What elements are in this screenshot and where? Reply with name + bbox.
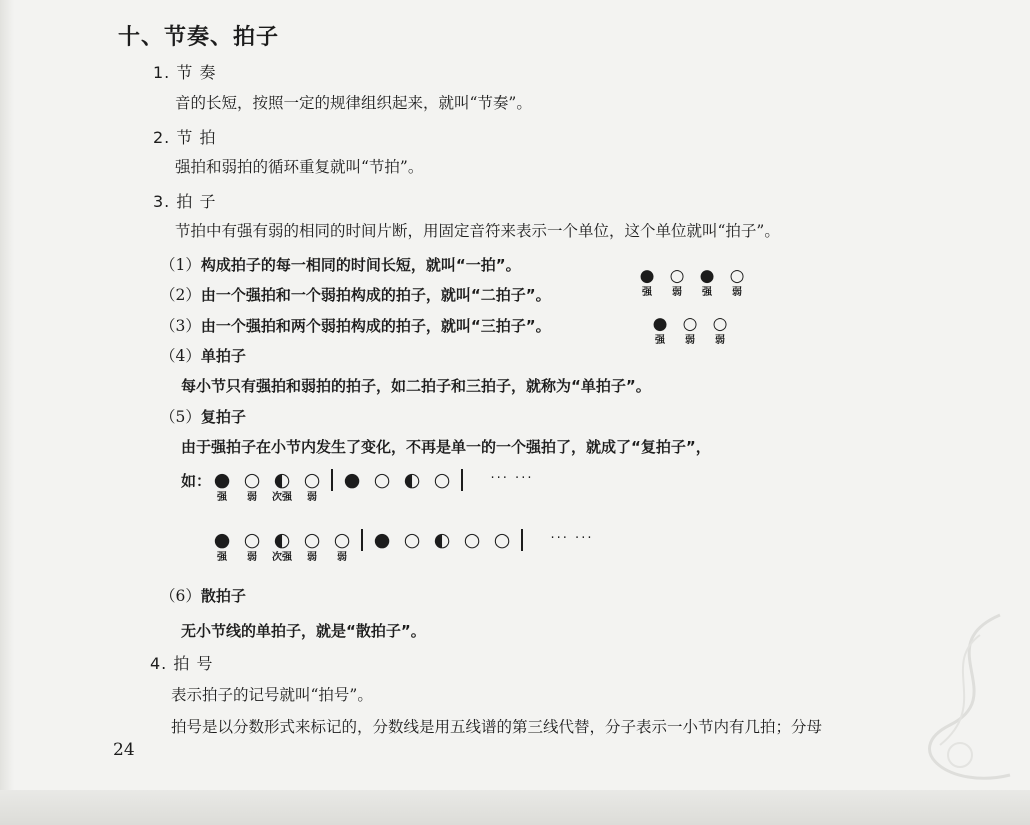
beat-sub-strong: ◐ [403, 469, 421, 491]
beat-weak: ○ [373, 469, 391, 491]
compound-meter-example-1 [207, 469, 557, 505]
beat-weak: ○ 弱 [669, 266, 685, 298]
beat-weak: ○ [463, 529, 481, 551]
list-item [160, 283, 551, 305]
section-text-meter: 强拍和弱拍的循环重复就叫“节拍”。 [175, 158, 424, 176]
item-description: 无小节线的单拍子，就是“散拍子”。 [181, 622, 426, 640]
beat-weak: ○ 弱 [243, 469, 261, 503]
item-text: 由一个强拍和两个弱拍构成的拍子，就叫“三拍子”。 [200, 317, 551, 335]
item-number: （5） [160, 408, 201, 426]
beat-weak: ○ 弱 [303, 529, 321, 563]
page-number: 24 [113, 740, 135, 760]
page-edge [0, 0, 14, 825]
section-text-beat: 节拍中有强有弱的相同的时间片断，用固定音符来表示一个单位，这个单位就叫“拍子”。 [175, 222, 780, 240]
beat-weak: ○ [433, 469, 451, 491]
item-text: 复拍子 [200, 408, 246, 426]
item-text: 单拍子 [200, 347, 246, 365]
page-title: 十、节奏、拍子 [118, 24, 280, 50]
section-text-rhythm: 音的长短，按照一定的规律组织起来，就叫“节奏”。 [175, 94, 532, 112]
item-text: 由一个强拍和一个弱拍构成的拍子，就叫“二拍子”。 [200, 286, 551, 304]
section-heading-meter: 2. 节 拍 [153, 128, 217, 147]
beat-strong: ● 强 [213, 469, 231, 503]
example-prefix: 如： [181, 472, 212, 490]
item-number: （2） [160, 286, 201, 304]
triple-beat-diagram [650, 314, 730, 348]
section-heading-beat: 3. 拍 子 [153, 192, 217, 211]
beat-weak: ○ 弱 [333, 529, 351, 563]
continuation-dots: ··· ··· [550, 531, 594, 546]
list-item [160, 253, 521, 275]
compound-meter-example-2 [207, 529, 617, 565]
beat-sub-strong: ◐ 次强 [272, 469, 292, 503]
bar-line [331, 469, 333, 491]
decorative-swirl-icon [890, 605, 1020, 795]
beat-strong: ● [343, 469, 361, 491]
beat-weak: ○ 弱 [712, 314, 728, 346]
beat-weak: ○ 弱 [303, 469, 321, 503]
beat-strong: ● 强 [639, 266, 655, 298]
item-description: 由于强拍子在小节内发生了变化，不再是单一的一个强拍了，就成了“复拍子”， [181, 438, 711, 456]
bar-line [461, 469, 463, 491]
beat-weak: ○ 弱 [729, 266, 745, 298]
last-paragraph: 拍号是以分数形式来标记的，分数线是用五线谱的第三线代替，分子表示一小节内有几拍；分母 [171, 718, 823, 736]
item-number: （4） [160, 347, 201, 365]
list-item [160, 314, 551, 336]
list-item [160, 344, 246, 366]
section-heading-rhythm: 1. 节 奏 [153, 63, 217, 82]
item-number: （3） [160, 317, 201, 335]
beat-weak: ○ 弱 [682, 314, 698, 346]
item-text: 散拍子 [200, 587, 246, 605]
beat-strong: ● 强 [699, 266, 715, 298]
beat-strong: ● 强 [652, 314, 668, 346]
item-text: 构成拍子的每一相同的时间长短，就叫“一拍”。 [200, 256, 521, 274]
item-description: 每小节只有强拍和弱拍的拍子，如二拍子和三拍子，就称为“单拍子”。 [181, 377, 651, 395]
bar-line [521, 529, 523, 551]
item-number: （6） [160, 587, 201, 605]
page-edge-bottom [0, 790, 1030, 825]
beat-sub-strong: ◐ 次强 [272, 529, 292, 563]
item-number: （1） [160, 256, 201, 274]
beat-strong: ● [373, 529, 391, 551]
bar-line [361, 529, 363, 551]
beat-weak: ○ 弱 [243, 529, 261, 563]
section-text-time-signature: 表示拍子的记号就叫“拍号”。 [171, 686, 373, 704]
continuation-dots: ··· ··· [490, 471, 534, 486]
beat-weak: ○ [403, 529, 421, 551]
section-heading-time-signature: 4. 拍 号 [150, 654, 214, 673]
beat-weak: ○ [493, 529, 511, 551]
list-item [160, 584, 246, 606]
beat-sub-strong: ◐ [433, 529, 451, 551]
duple-beat-diagram [637, 266, 747, 300]
list-item [160, 405, 246, 427]
beat-strong: ● 强 [213, 529, 231, 563]
